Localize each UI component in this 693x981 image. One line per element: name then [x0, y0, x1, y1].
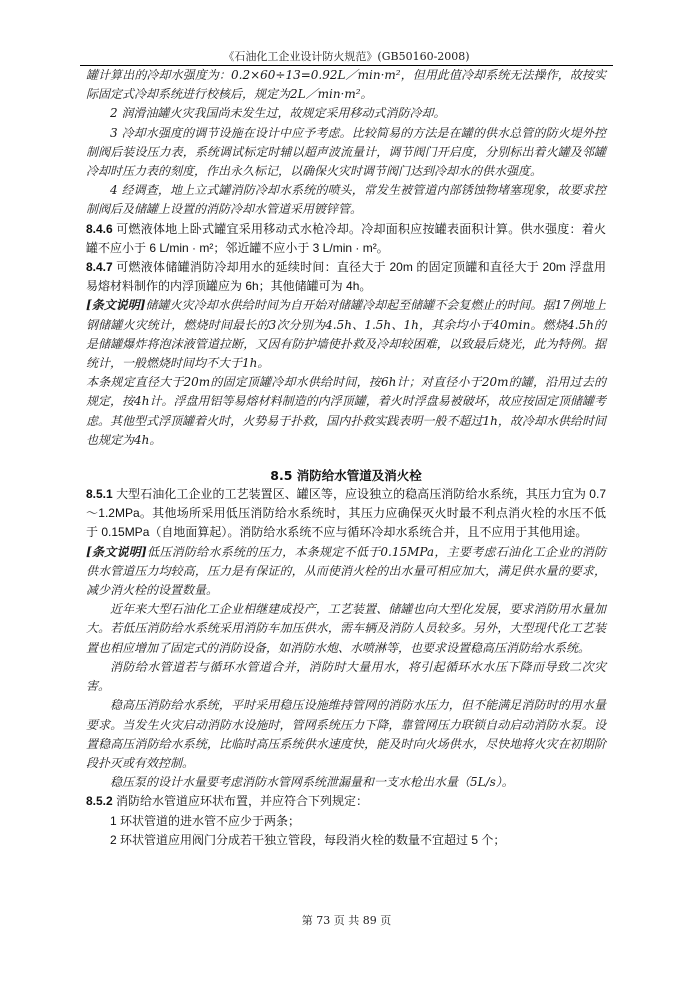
commentary-paragraph: 本条规定直径大于20m的固定顶罐冷却水供给时间，按6h计；对直径小于20m的罐，沿用过去的规定，按4h计。浮盘用铝等易熔材料制造的内浮顶罐，着火时浮盘易被破坏，故应按固定顶储罐考虑。其他型式浮顶罐着火时，火势易于扑救，国内扑救实践表明一般不超过1h，故冷却水供给时间也规定为4h。: [86, 375, 606, 447]
page-body: [86, 66, 606, 850]
commentary-text: 低压消防给水系统的压力，本条规定不低于0.15MPa，主要考虑石油化工企业的消防供水管道压力均较高，压力是有保证的，从而使消火栓的出水量可相应加大，满足供水量的要求，减少消火栓的设置数量。: [86, 544, 606, 598]
commentary-paragraph: 2 润滑油罐火灾我国尚未发生过，故规定采用移动式消防冷却。: [110, 106, 446, 121]
commentary-label: [条文说明]: [86, 544, 147, 559]
commentary-text: 储罐火灾冷却水供给时间为自开始对储罐冷却起至储罐不会复燃止的时间。据17例地上钢储罐火灾统计，燃烧时间最长的3次分别为4.5h、1.5h、1h，其余均小于40min。燃烧4.5h的是储罐爆炸将泡沫液管道拉断，又因有防护墙使扑救及冷却较困难，以致最后烧光，此为特例。据统计，一般燃烧时间均不大于1h。: [86, 298, 606, 371]
clause-8-4-6: [86, 220, 606, 258]
commentary-paragraph: 罐计算出的冷却水强度为：0.2×60÷13=0.92L／min·m²，但用此值冷却系统无法操作，故按实际固定式冷却系统进行校核后，规定为2L／min·m²。: [86, 68, 606, 102]
commentary-paragraph: 消防给水管道若与循环水管道合并，消防时大量用水，将引起循环水水压下降而导致二次灾害。: [86, 659, 606, 694]
page-footer: 第 73 页 共 89 页: [301, 914, 392, 927]
clause-text: 大型石油化工企业的工艺装置区、罐区等，应设独立的稳高压消防给水系统，其压力宜为 0.7～1.2MPa。其他场所采用低压消防给水系统时，其压力应确保灭火时最不利点消火栓的水压不低于 0.15MPa（自地面算起）。消防给水系统不应与循环冷却水系统合并，且不应用于其他用途。: [86, 487, 606, 540]
commentary-paragraph: 稳高压消防给水系统，平时采用稳压设施维持管网的消防水压力，但不能满足消防时的用水量要求。当发生火灾启动消防水设施时，管网系统压力下降，靠管网压力联锁自动启动消防水泵。设置稳高压消防给水系统，比临时高压系统供水速度快，能及时向火场供水，尽快地将火灾在初期阶段扑灭或有效控制。: [86, 698, 606, 770]
list-item: 1 环状管道的进水管不应少于两条；: [110, 813, 301, 828]
commentary-paragraph: 3 冷却水强度的调节设施在设计中应予考虑。比较简易的方法是在罐的供水总管的防火堤外控制阀后装设压力表，系统调试标定时辅以超声波流量计，调节阀门开启度，分别标出着火罐及邻罐冷却时压力表的刻度，作出永久标记，以确保火灾时调节阀门达到冷却水的供水强度。: [86, 125, 606, 179]
clause-8-4-7: [86, 258, 606, 296]
section-title: 8.5 消防给水管道及消火栓: [270, 468, 422, 484]
clause-8-5-2: [86, 792, 606, 811]
clause-number: 8.4.6: [86, 221, 113, 236]
clause-text: 消防给水管道应环状布置，并应符合下列规定：: [116, 794, 369, 809]
spacer: [86, 450, 606, 466]
clause-number: 8.5.2: [86, 794, 113, 809]
commentary-paragraph: 4 经调查，地上立式罐消防冷却水系统的喷头，常发生被管道内部锈蚀物堵塞现象，故要求控制阀后及储罐上设置的消防冷却水管道采用镀锌管。: [86, 183, 606, 217]
commentary-paragraph: [86, 296, 606, 373]
clause-8-5-1: [86, 485, 606, 543]
clause-text: 可燃液体储罐消防冷却用水的延续时间：直径大于 20m 的固定顶罐和直径大于 20m 浮盘用易熔材料制作的内浮顶罐应为 6h；其他储罐可为 4h。: [86, 260, 606, 294]
commentary-paragraph: 近年来大型石油化工企业相继建成投产，工艺装置、储罐也向大型化发展，要求消防用水量加大。若低压消防给水系统采用消防车加压供水，需车辆及消防人员较多。另外，大型现代化工艺装置也相应增加了固定式的消防设备，如消防水炮、水喷淋等，也要求设置稳高压消防给水系统。: [86, 602, 606, 655]
document-header: 《石油化工企业设计防火规范》(GB50160-2008): [223, 50, 470, 63]
commentary-label: [条文说明]: [86, 298, 146, 313]
clause-text: 可燃液体地上卧式罐宜采用移动式水枪冷却。冷却面积应按罐表面积计算。供水强度：着火罐不应小于 6 L/min · m²；邻近罐不应小于 3 L/min · m²。: [86, 221, 606, 255]
list-item: 2 环状管道应用阀门分成若干独立管段，每段消火栓的数量不宜超过 5 个；: [110, 832, 506, 847]
commentary-paragraph: [86, 543, 606, 601]
clause-number: 8.4.7: [86, 260, 113, 275]
commentary-paragraph: 稳压泵的设计水量要考虑消防水管网系统泄漏量和一支水枪出水量（5L/s）。: [110, 775, 514, 790]
clause-number: 8.5.1: [86, 487, 113, 502]
